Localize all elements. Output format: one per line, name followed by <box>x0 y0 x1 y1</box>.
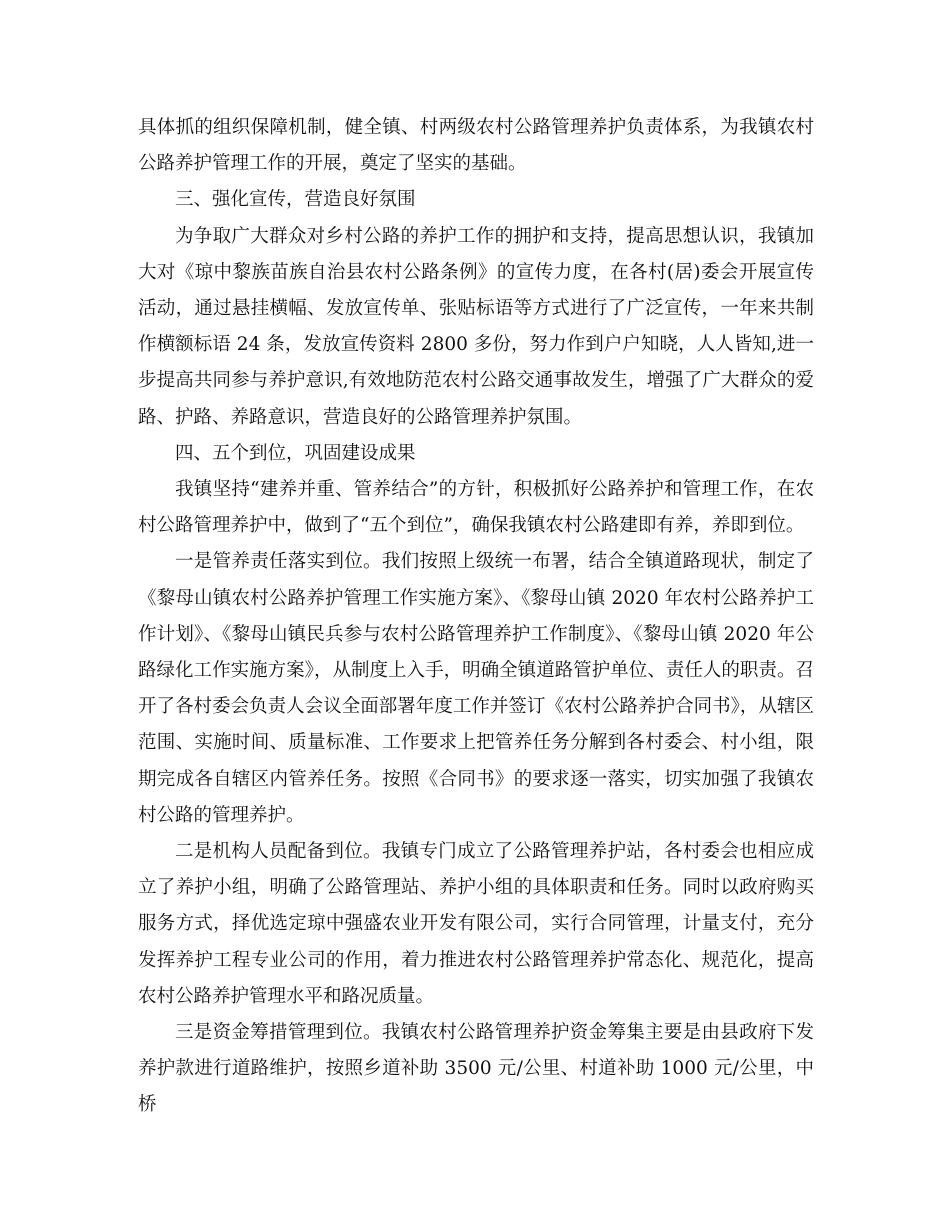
paragraph-publicity: 为争取广大群众对乡村公路的养护工作的拥护和支持，提高思想认识，我镇加大对《琼中黎族苗族自治县农村公路条例》的宣传力度，在各村(居)委会开展宣传活动，通过悬挂横幅、发放宣传单、张贴标语等方式进行了广泛宣传，一年来共制作横额标语 24 条，发放宣传资料 2800 多份，努力作到户户知晓，人人皆知,进一步提高共同参与养护意识,有效地防范农村公路交通事故发生，增强了广大群众的爱路、护路、养路意识，营造良好的公路管理养护氛围。 <box>138 225 814 428</box>
section-heading-4: 四、五个到位，巩固建设成果 <box>175 442 416 464</box>
paragraph-responsibility: 一是管养责任落实到位。我们按照上级统一布署，结合全镇道路现状，制定了《黎母山镇农村公路养护管理工作实施方案》、《黎母山镇 2020 年农村公路养护工作计划》、《黎母山镇民兵参与农村公路管理养护工作制度》、《黎母山镇 2020 年公路绿化工作实施方案》，从制度上入手，明确全镇道路管护单位、责任人的职责。召开了各村委会负责人会议全面部署年度工作并签订《农村公路养护合同书》，从辖区范围、实施时间、质量标准、工作要求上把管养任务分解到各村委会、村小组，限期完成各自辖区内管养任务。按照《合同书》的要求逐一落实，切实加强了我镇农村公路的管理养护。 <box>138 551 814 826</box>
paragraph-staffing: 二是机构人员配备到位。我镇专门成立了公路管理养护站，各村委会也相应成立了养护小组，明确了公路管理站、养护小组的具体职责和任务。同时以政府购买服务方式，择优选定琼中强盛农业开发有限公司，实行合同管理，计量支付，充分发挥养护工程专业公司的作用，着力推进农村公路管理养护常态化、规范化，提高农村公路养护管理水平和路况质量。 <box>138 841 814 1007</box>
paragraph-five-in-place: 我镇坚持“建养并重、管养结合”的方针，积极抓好公路养护和管理工作，在农村公路管理养护中，做到了“五个到位”，确保我镇农村公路建即有养，养即到位。 <box>138 479 814 537</box>
paragraph-continuation: 具体抓的组织保障机制，健全镇、村两级农村公路管理养护负责体系，为我镇农村公路养护管理工作的开展，奠定了坚实的基础。 <box>138 117 814 175</box>
paragraph-funding: 三是资金筹措管理到位。我镇农村公路管理养护资金筹集主要是由县政府下发养护款进行道路维护，按照乡道补助 3500 元/公里、村道补助 1000 元/公里，中桥 <box>138 1022 814 1116</box>
section-heading-3: 三、强化宣传，营造良好氛围 <box>175 189 416 211</box>
document-body <box>138 110 814 1124</box>
